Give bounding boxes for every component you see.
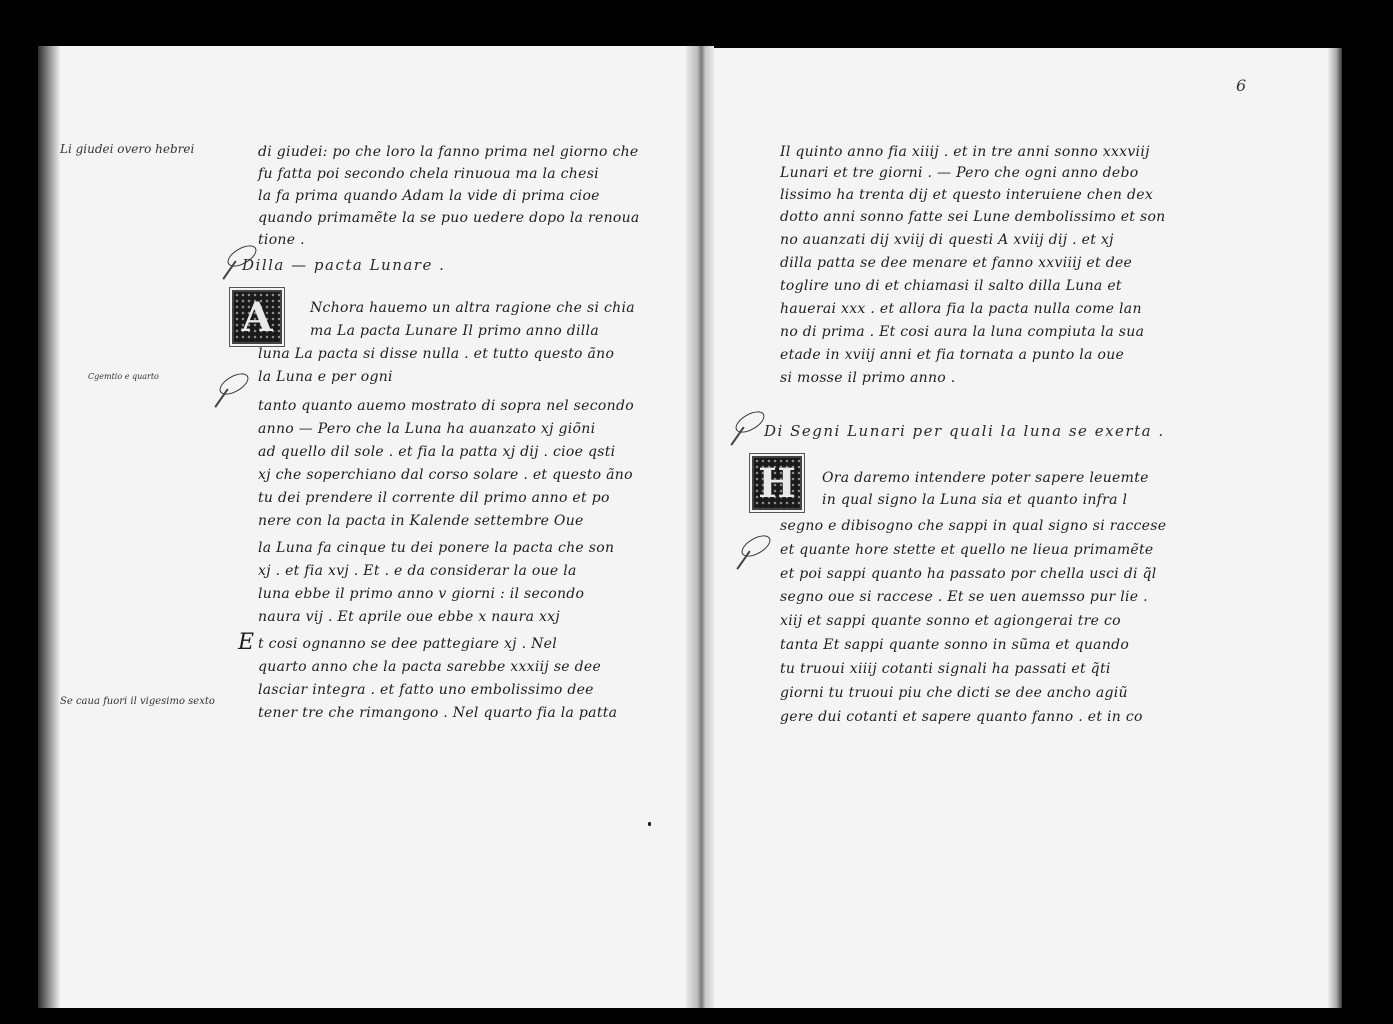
text-line: ad quello dil sole . et fia la patta xj dij . cioe qsti [258, 444, 616, 460]
text-line: tu dei prendere il corrente dil primo anno et po [258, 490, 610, 506]
text-line: luna ebbe il primo anno v giorni : il secondo [258, 586, 585, 602]
text-line: segno oue si raccese . Et se uen auemsso pur lie . [780, 589, 1148, 605]
text-line: giorni tu truoui piu che dicti se dee ancho agiũ [780, 685, 1128, 701]
text-line: lissimo ha trenta dij et questo interuiene chen dex [780, 187, 1154, 203]
text-line: tanta Et sappi quante sonno in sũma et quando [780, 637, 1130, 653]
text-line: xj . et fia xvj . Et . e da considerar la oue la [258, 563, 577, 579]
text-line: luna La pacta si disse nulla . et tutto questo ãno [258, 346, 615, 362]
text-line: Il quinto anno fia xiiij . et in tre anni sonno xxxviij [780, 144, 1150, 160]
margin-note-quarto: Cgemtio e quarto [88, 372, 159, 381]
text-line: Lunari et tre giorni . — Pero che ogni anno debo [780, 165, 1139, 181]
text-line: lasciar integra . et fatto uno embolissimo dee [258, 682, 594, 698]
text-line: no di prima . Et cosi aura la luna compiuta la sua [780, 324, 1145, 340]
text-line: quarto anno che la pacta sarebbe xxxiij se dee [258, 659, 602, 675]
text-line: in qual signo la Luna sia et quanto infra l [822, 492, 1128, 508]
text-line: Ora daremo intendere poter sapere leuemte [822, 470, 1149, 486]
text-line: et poi sappi quanto ha passato por chella usci di q̃l [780, 566, 1157, 582]
text-line: nere con la pacta in Kalende settembre Oue [258, 513, 584, 529]
text-line: la fa prima quando Adam la vide di prima cioe [258, 188, 600, 204]
illuminated-initial-h: H [752, 456, 802, 510]
ink-dot [648, 822, 651, 826]
margin-note-vigesimo: Se caua fuori il vigesimo sexto [60, 696, 215, 707]
text-line: xj che soperchiano dal corso solare . et questo ãno [258, 467, 633, 483]
text-line: toglire uno di et chiamasi il salto dilla Luna et [780, 278, 1122, 294]
text-line: fu fatta poi secondo chela rinuoua ma la chesi [258, 166, 599, 182]
text-line: anno — Pero che la Luna ha auanzato xj giõni [258, 421, 596, 437]
text-line: quando primamẽte la se puo uedere dopo la renoua [258, 210, 640, 226]
text-line: si mosse il primo anno . [780, 370, 956, 386]
text-line: naura vij . Et aprile oue ebbe x naura xxj [258, 609, 561, 625]
text-line: di giudei: po che loro la fanno prima nel giorno che [258, 144, 639, 160]
text-line: dotto anni sonno fatte sei Lune dembolissimo et son [780, 209, 1166, 225]
text-line: hauerai xxx . et allora fia la pacta nulla come lan [780, 301, 1142, 317]
left-binding-edge [38, 46, 60, 1008]
text-line: t cosi ognanno se dee pattegiare xj . Nel [258, 636, 557, 652]
illuminated-initial-a: A [232, 290, 282, 344]
right-page-edge [1328, 48, 1342, 1008]
text-line: etade in xviij anni et fia tornata a punto la oue [780, 347, 1125, 363]
text-line: la Luna e per ogni [258, 369, 393, 385]
text-line: la Luna fa cinque tu dei ponere la pacta che son [258, 540, 615, 556]
capital-e-mark: E [238, 630, 255, 655]
text-line: xiij et sappi quante sonno et agiongerai tre co [780, 613, 1121, 629]
section-heading-pacta-lunare: Dilla — pacta Lunare . [242, 256, 446, 274]
text-line: no auanzati dij xviij di questi A xviij dij . et xj [780, 232, 1114, 248]
text-line: Nchora hauemo un altra ragione che si chia [310, 300, 635, 316]
text-line: tanto quanto auemo mostrato di sopra nel secondo [258, 398, 634, 414]
text-line: tu truoui xiiij cotanti signali ha passati et q̃ti [780, 661, 1111, 677]
book-gutter [686, 46, 714, 1008]
folio-number: 6 [1236, 76, 1247, 95]
text-line: gere dui cotanti et sapere quanto fanno . et in co [780, 709, 1143, 725]
text-line: et quante hore stette et quello ne lieua primamẽte [780, 542, 1154, 558]
margin-note-giudei: Li giudei overo hebrei [60, 142, 195, 156]
text-line: tener tre che rimangono . Nel quarto fia la patta [258, 705, 618, 721]
text-line: dilla patta se dee menare et fanno xxviiij et dee [780, 255, 1133, 271]
text-line: tione . [258, 232, 305, 248]
text-line: segno e dibisogno che sappi in qual signo si raccese [780, 518, 1167, 534]
text-line: ma La pacta Lunare Il primo anno dilla [310, 323, 599, 339]
section-heading-segni-lunari: Di Segni Lunari per quali la luna se exerta . [764, 422, 1165, 440]
